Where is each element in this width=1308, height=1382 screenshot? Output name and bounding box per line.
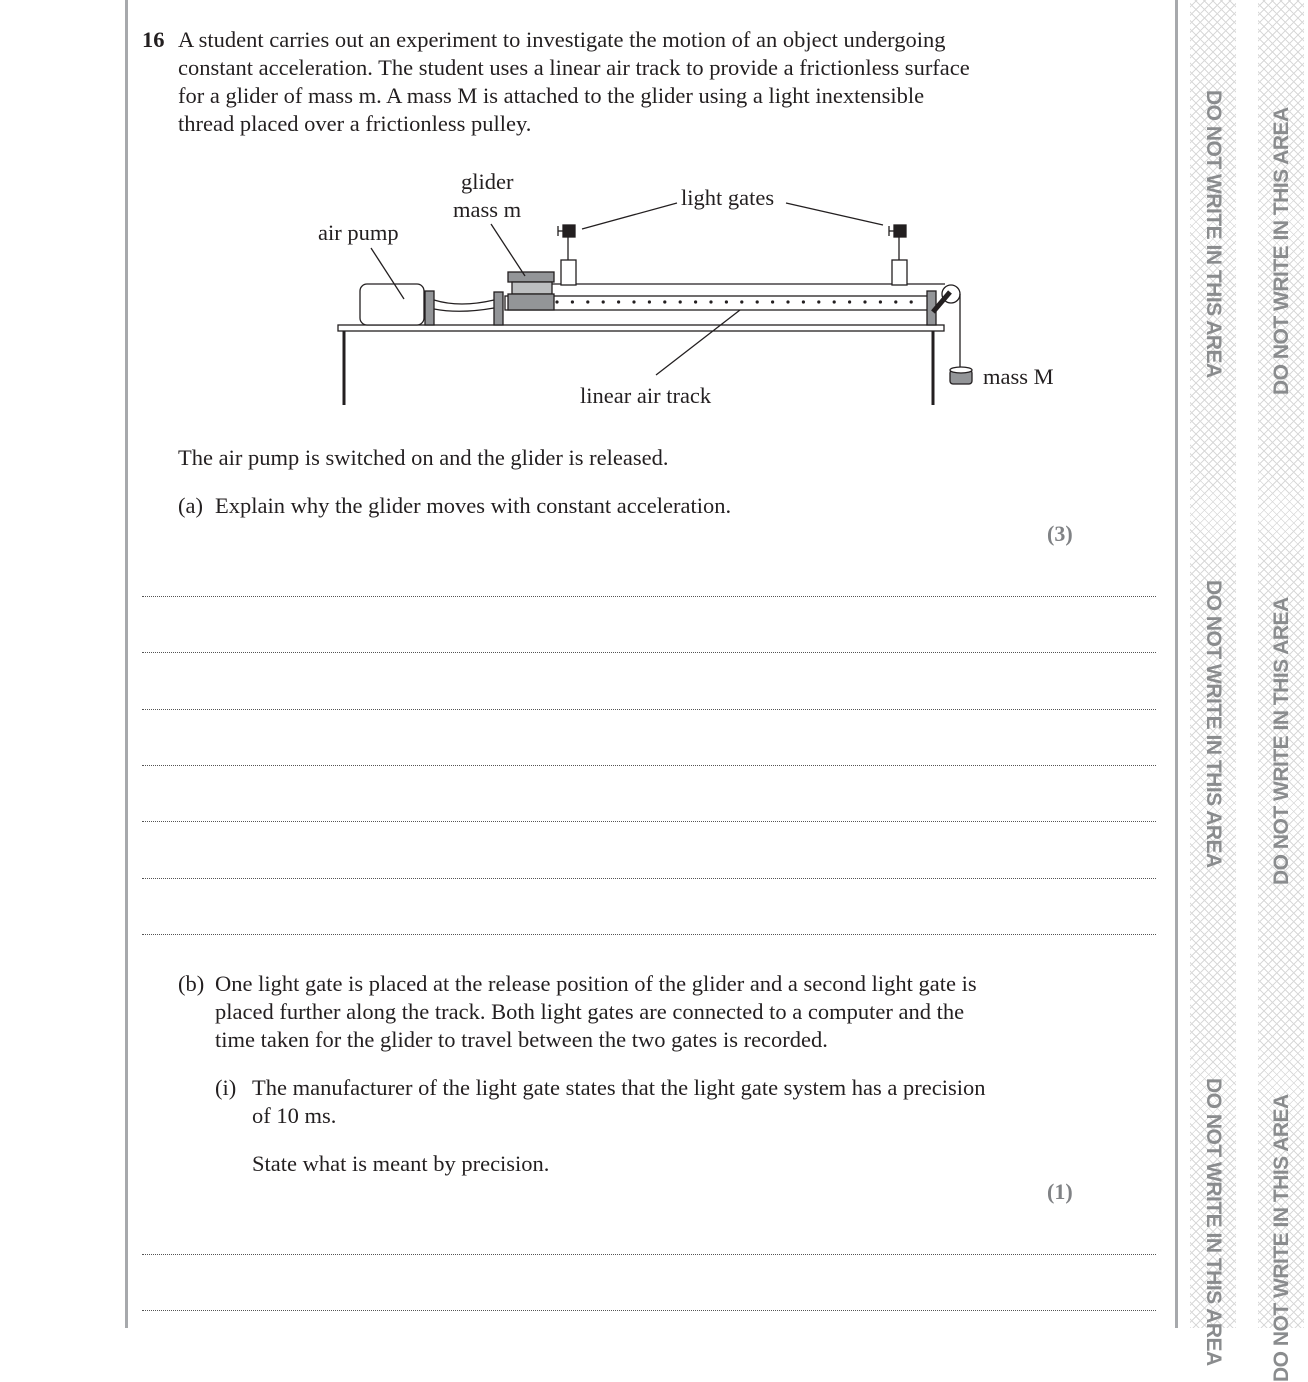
air-hole	[740, 300, 743, 303]
air-hole	[894, 300, 897, 303]
answer-line[interactable]	[142, 1310, 1156, 1311]
air-hole	[602, 300, 605, 303]
answer-line[interactable]	[142, 709, 1156, 710]
light-gate-1	[563, 225, 575, 237]
air-hole	[833, 300, 836, 303]
label-light-gates: light gates	[681, 185, 775, 210]
air-hole	[848, 300, 851, 303]
intro-line: constant acceleration. The student uses a linear air track to provide a frictionless surface	[178, 55, 970, 80]
air-hole	[879, 300, 882, 303]
label-air-pump: air pump	[318, 220, 399, 245]
part-b-line: One light gate is placed at the release position of the glider and a second light gate is	[215, 971, 977, 996]
air-hole	[586, 300, 589, 303]
air-hole	[555, 300, 558, 303]
margin-warning: DO NOT WRITE IN THIS AREA	[1202, 90, 1225, 378]
answer-line[interactable]	[142, 596, 1156, 597]
answer-line[interactable]	[142, 934, 1156, 935]
part-b-i-label: (i)	[215, 1075, 237, 1100]
margin-warning: DO NOT WRITE IN THIS AREA	[1270, 1094, 1293, 1382]
air-hole	[617, 300, 620, 303]
part-b-line: placed further along the track. Both light gates are connected to a computer and the	[215, 999, 965, 1024]
statement: The air pump is switched on and the glider is released.	[178, 445, 669, 470]
air-hole	[663, 300, 666, 303]
air-hole	[817, 300, 820, 303]
part-b-i-line: of 10 ms.	[252, 1103, 337, 1128]
label-glider: glider	[461, 169, 514, 194]
part-b-label: (b)	[178, 971, 205, 996]
air-hole	[756, 300, 759, 303]
air-hole	[694, 300, 697, 303]
right-margin-line	[1175, 0, 1178, 1328]
air-pump	[360, 284, 424, 325]
air-hole	[709, 300, 712, 303]
air-hole	[771, 300, 774, 303]
part-a-question: Explain why the glider moves with constant acceleration.	[215, 493, 732, 518]
air-hole	[802, 300, 805, 303]
glider	[508, 294, 554, 310]
label-linear-air-track: linear air track	[580, 383, 712, 408]
part-b-i-marks: (1)	[1047, 1179, 1073, 1204]
answer-line[interactable]	[142, 765, 1156, 766]
air-hole	[910, 300, 913, 303]
part-a-label: (a)	[178, 493, 203, 518]
intro-line: for a glider of mass m. A mass M is attached to the glider using a light inextensible	[178, 83, 925, 108]
question-number: 16	[142, 27, 165, 52]
label-glider-mass: mass m	[453, 197, 522, 222]
part-a-marks: (3)	[1047, 521, 1073, 546]
air-hole	[725, 300, 728, 303]
margin-warning: DO NOT WRITE IN THIS AREA	[1270, 107, 1293, 395]
part-b-i-instruction: State what is meant by precision.	[252, 1151, 550, 1176]
part-b-i-line: The manufacturer of the light gate states that the light gate system has a precision	[252, 1075, 986, 1100]
margin-warning: DO NOT WRITE IN THIS AREA	[1202, 1078, 1225, 1366]
intro-line: thread placed over a frictionless pulley.	[178, 111, 532, 136]
air-hole	[632, 300, 635, 303]
answer-line[interactable]	[142, 878, 1156, 879]
bench-top	[338, 325, 944, 331]
air-hole	[648, 300, 651, 303]
linear-air-track	[505, 296, 930, 310]
air-hole	[679, 300, 682, 303]
part-b-line: time taken for the glider to travel between the two gates is recorded.	[215, 1027, 828, 1052]
air-hole	[786, 300, 789, 303]
air-track-diagram	[0, 0, 1170, 420]
answer-line[interactable]	[142, 1254, 1156, 1255]
intro-line: A student carries out an experiment to investigate the motion of an object undergoing	[178, 27, 946, 52]
label-mass-M: mass M	[983, 364, 1054, 389]
air-hole	[571, 300, 574, 303]
answer-line[interactable]	[142, 821, 1156, 822]
air-hole	[863, 300, 866, 303]
margin-warning: DO NOT WRITE IN THIS AREA	[1202, 580, 1225, 868]
margin-warning: DO NOT WRITE IN THIS AREA	[1270, 597, 1293, 885]
answer-line[interactable]	[142, 652, 1156, 653]
light-gate-2	[894, 225, 906, 237]
